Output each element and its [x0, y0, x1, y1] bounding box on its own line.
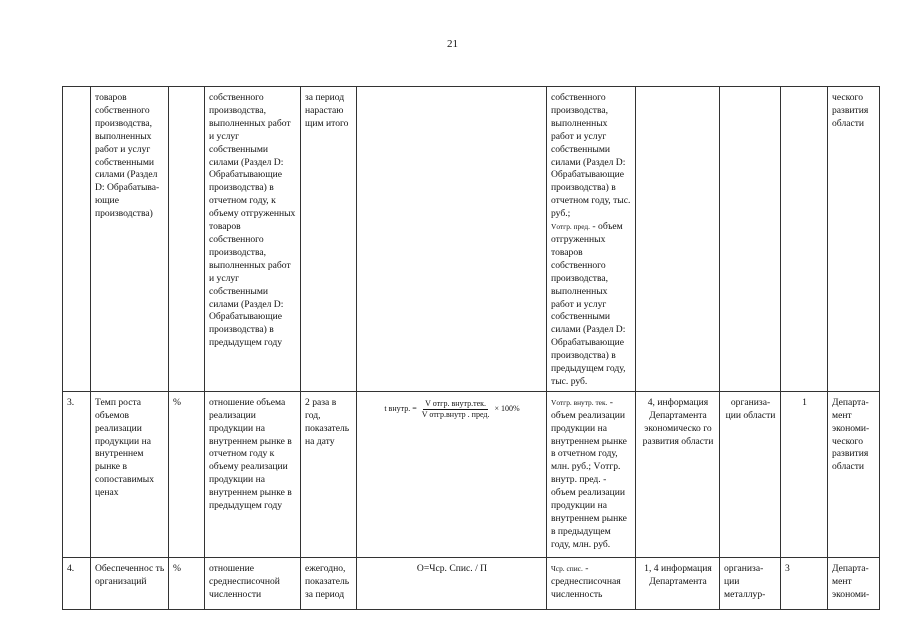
cell-source: 4, информация Департамента экономическо го развития области — [636, 391, 720, 557]
vars-text: - объем реализации продукции на внутреннем рынке в отчетном году, млн. руб.; Vотгр. внутр. пред. - объем реализации продукции на внутреннем рынке в предыдущем году, млн. руб. — [551, 396, 627, 550]
page-number: 21 — [447, 38, 458, 50]
cell-name: товаров собственного производства, выполненных работ и услуг собственными силами (Раздел D: Обрабатыва-ющие производства) — [91, 87, 169, 392]
cell-period: за период нарастаю щим итого — [301, 87, 357, 392]
cell-coverage: 1 — [781, 391, 828, 557]
table-row — [63, 557, 880, 609]
cell-coverage — [781, 87, 828, 392]
cell-period: 2 раза в год, показатель на дату — [301, 391, 357, 557]
cell-formula — [357, 391, 547, 557]
vars-intro: собственного производства, выполненных работ и услуг собственными силами (Раздел D: Обрабатывающие производства) в отчетном году, тыс. руб.; — [551, 92, 631, 220]
cell-variables — [547, 87, 636, 392]
cell-definition: отношение среднесписочной численности — [205, 557, 301, 609]
vars-symbol: Чср. спис. — [551, 563, 583, 573]
cell-unit: % — [169, 391, 205, 557]
cell-period: ежегодно, показатель за период — [301, 557, 357, 609]
cell-responsible: Департа-мент экономи- — [828, 557, 880, 609]
cell-responsible: Департа-мент экономи-ческого развития области — [828, 391, 880, 557]
cell-variables — [547, 557, 636, 609]
cell-unit — [169, 87, 205, 392]
indicator-table — [62, 86, 880, 610]
formula-denominator: V отгр.внутр . пред. — [421, 409, 490, 419]
cell-unit: % — [169, 557, 205, 609]
cell-object — [720, 87, 781, 392]
cell-definition: отношение объема реализации продукции на внутреннем рынке в отчетном году к объему реализации продукции на внутреннем рынке в предыдущем году — [205, 391, 301, 557]
table-row — [63, 391, 880, 557]
formula-fraction — [420, 399, 492, 420]
table-row — [63, 87, 880, 392]
cell-name: Темп роста объемов реализации продукции на внутреннем рынке в сопоставимых ценах — [91, 391, 169, 557]
cell-name: Обеспеченнос ть организаций — [91, 557, 169, 609]
cell-responsible: ческого развития области — [828, 87, 880, 392]
cell-num: 4. — [63, 557, 91, 609]
cell-source — [636, 87, 720, 392]
growth-formula — [384, 399, 519, 420]
cell-num — [63, 87, 91, 392]
vars-text: - среднесписочная численность — [551, 562, 621, 600]
vars-text: - объем отгруженных товаров собственного производства, выполненных работ и услуг собственными силами (Раздел D: Обрабатывающие производства) в предыдущем году, тыс. руб. — [551, 221, 626, 387]
cell-num: 3. — [63, 391, 91, 557]
cell-object: организа-ции металлур- — [720, 557, 781, 609]
cell-source: 1, 4 информация Департамента — [636, 557, 720, 609]
cell-variables — [547, 391, 636, 557]
formula-numerator: V отгр. внутр.тек. — [425, 398, 487, 408]
vars-symbol: Vотгр. пред. — [551, 222, 591, 232]
cell-formula — [357, 87, 547, 392]
cell-definition: собственного производства, выполненных работ и услуг собственными силами (Раздел D: Обрабатывающие производства) в отчетном году, к объему отгруженных товаров собственного производства, выполненных работ и услуг собственными силами (Раздел D: Обрабатывающие производства) в предыдущем году — [205, 87, 301, 392]
formula-rhs: × 100% — [494, 403, 520, 413]
cell-coverage: 3 — [781, 557, 828, 609]
cell-formula: O=Чср. Спис. / П — [357, 557, 547, 609]
formula-lhs: t внутр. = — [384, 403, 417, 413]
cell-object: организа-ции области — [720, 391, 781, 557]
vars-symbol: Vотгр. внутр. тек. — [551, 397, 608, 407]
